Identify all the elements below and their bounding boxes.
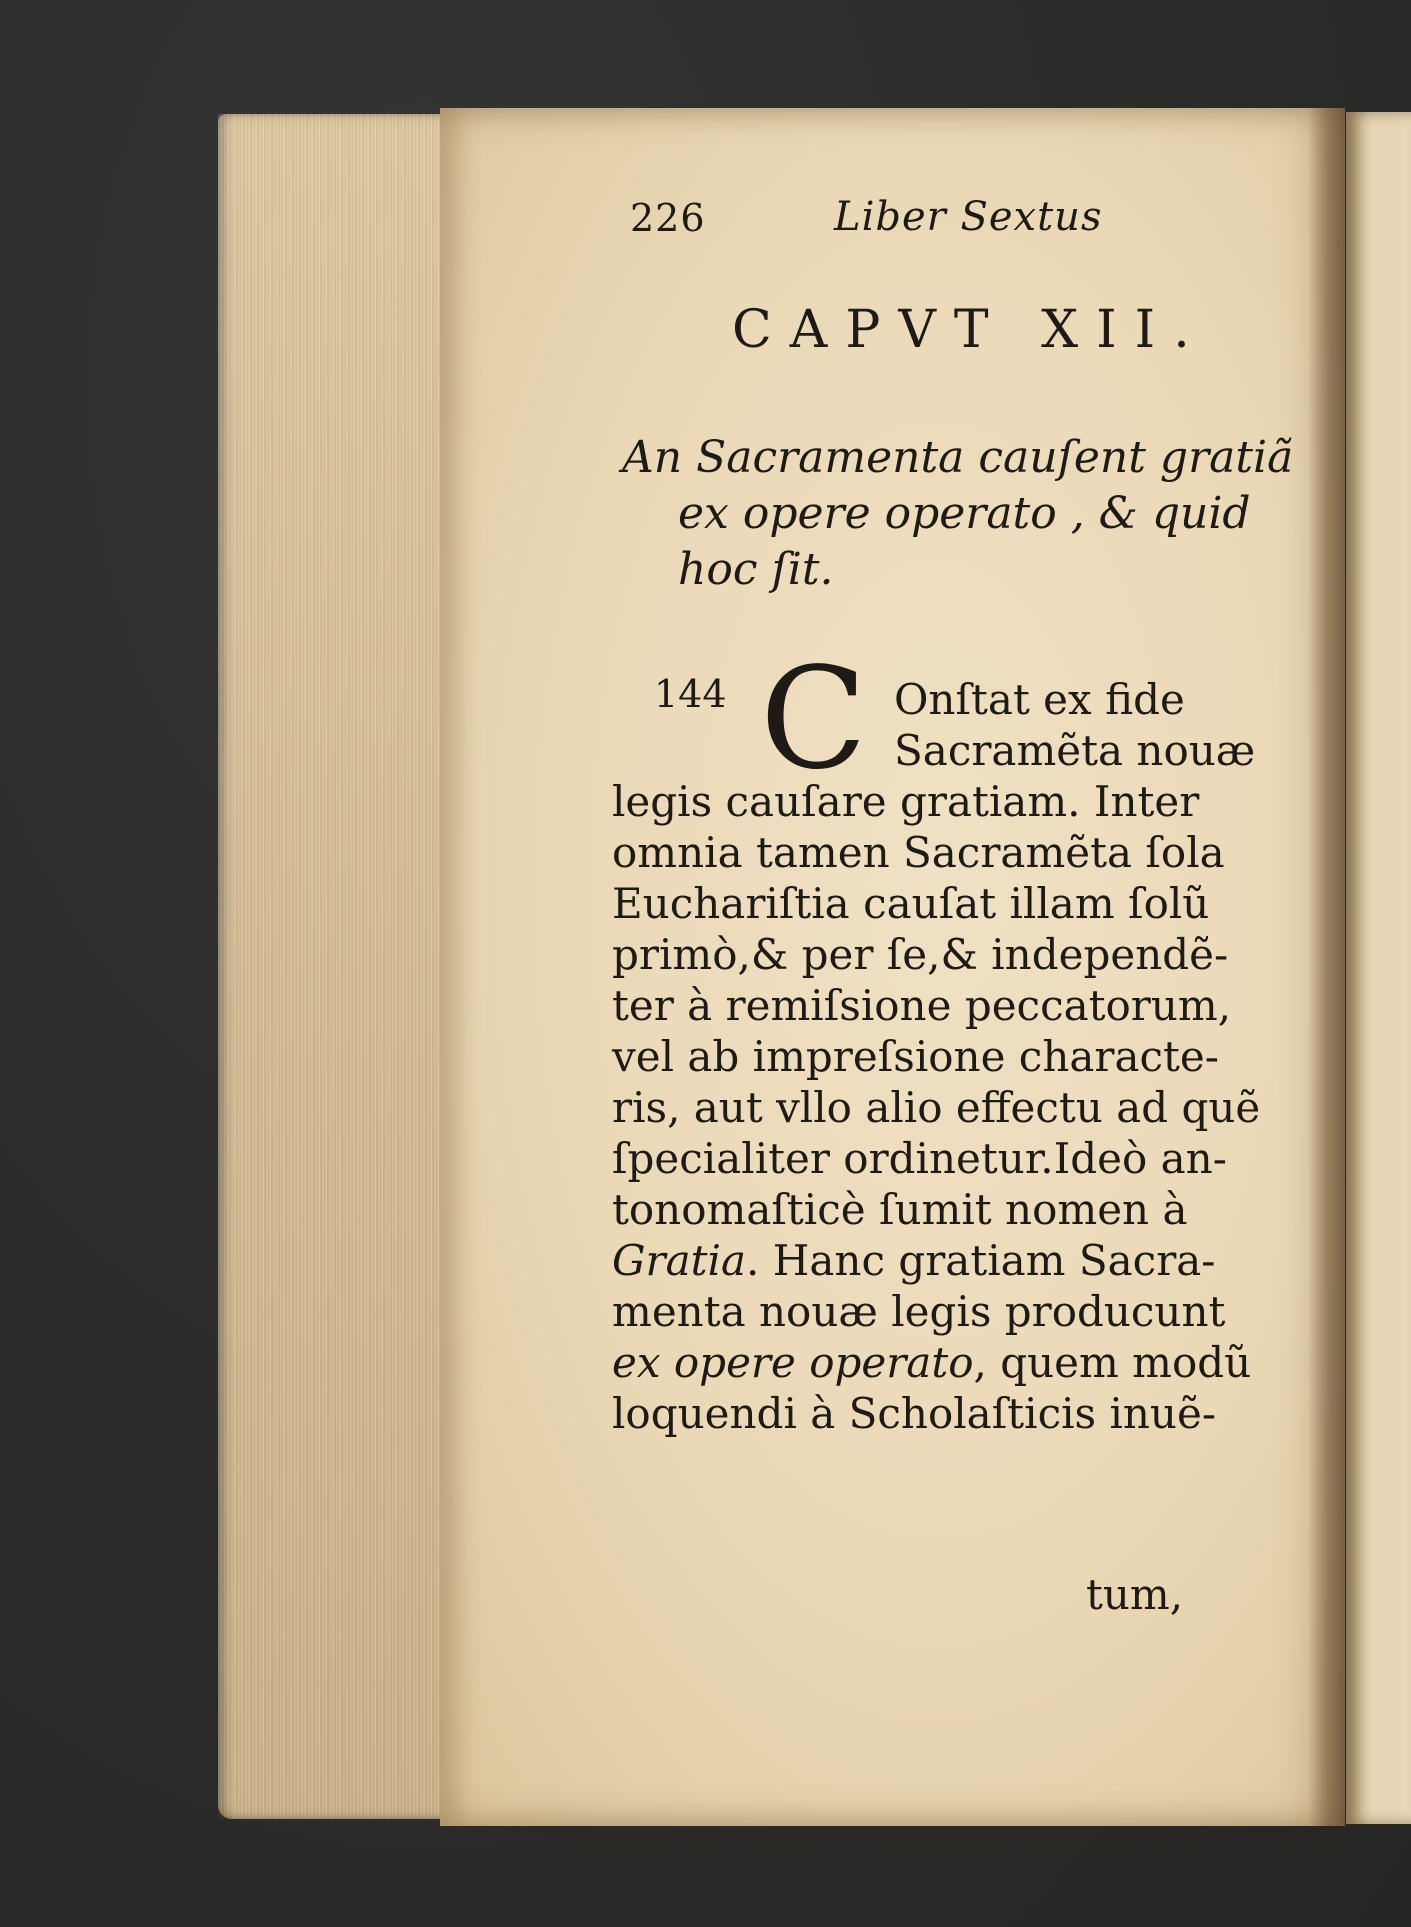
body-line: menta nouæ legis producunt xyxy=(612,1287,1226,1336)
italic-phrase: ex opere operato xyxy=(612,1338,974,1387)
body-line: Euchariſtia cauſat illam ſolũ xyxy=(612,879,1210,928)
page-number: 226 xyxy=(630,196,706,240)
body-line-gratia xyxy=(612,1235,1272,1286)
subheading-line: ex opere operato , & quid xyxy=(678,488,1251,539)
body-line: ſpecialiter ordinetur.Ideò an- xyxy=(612,1134,1227,1183)
chapter-heading: CAPVT XII. xyxy=(732,300,1208,360)
drop-cap: C xyxy=(760,638,868,801)
running-title: Liber Sextus xyxy=(834,194,1103,240)
body-line: loquendi à Scholaſticis inuẽ- xyxy=(612,1389,1217,1438)
page-edges xyxy=(218,114,450,1819)
chapter-subheading xyxy=(622,430,1293,598)
italic-word: Gratia xyxy=(612,1236,747,1285)
body-line: ter à remiſsione peccatorum, xyxy=(612,981,1232,1030)
subheading-line: An Sacramenta cauſent gratiã xyxy=(622,432,1294,483)
body-line: tonomaſticè ſumit nomen à xyxy=(612,1185,1188,1234)
body-line: ris, aut vllo alio effectu ad quẽ xyxy=(612,1083,1261,1132)
body-line-opere xyxy=(612,1337,1272,1388)
body-line: omnia tamen Sacramẽta ſola xyxy=(612,828,1225,877)
paragraph-number: 144 xyxy=(654,672,727,716)
body-line: primò,& per ſe,& independẽ- xyxy=(612,930,1229,979)
body-line: Sacramẽta nouæ xyxy=(894,726,1256,775)
gutter-shadow xyxy=(1308,108,1348,1826)
catchword: tum, xyxy=(1086,1570,1184,1619)
body-line-rest: , quem modũ xyxy=(973,1338,1252,1387)
facing-page-edge xyxy=(1346,112,1411,1824)
body-line: vel ab impreſsione characte- xyxy=(612,1032,1219,1081)
subheading-line: hoc ſit. xyxy=(678,544,834,595)
body-line-rest: . Hanc gratiam Sacra- xyxy=(746,1236,1216,1285)
body-text xyxy=(612,674,1272,1439)
body-line: legis cauſare gratiam. Inter xyxy=(612,777,1200,826)
body-line: Onſtat ex fide xyxy=(894,675,1185,724)
